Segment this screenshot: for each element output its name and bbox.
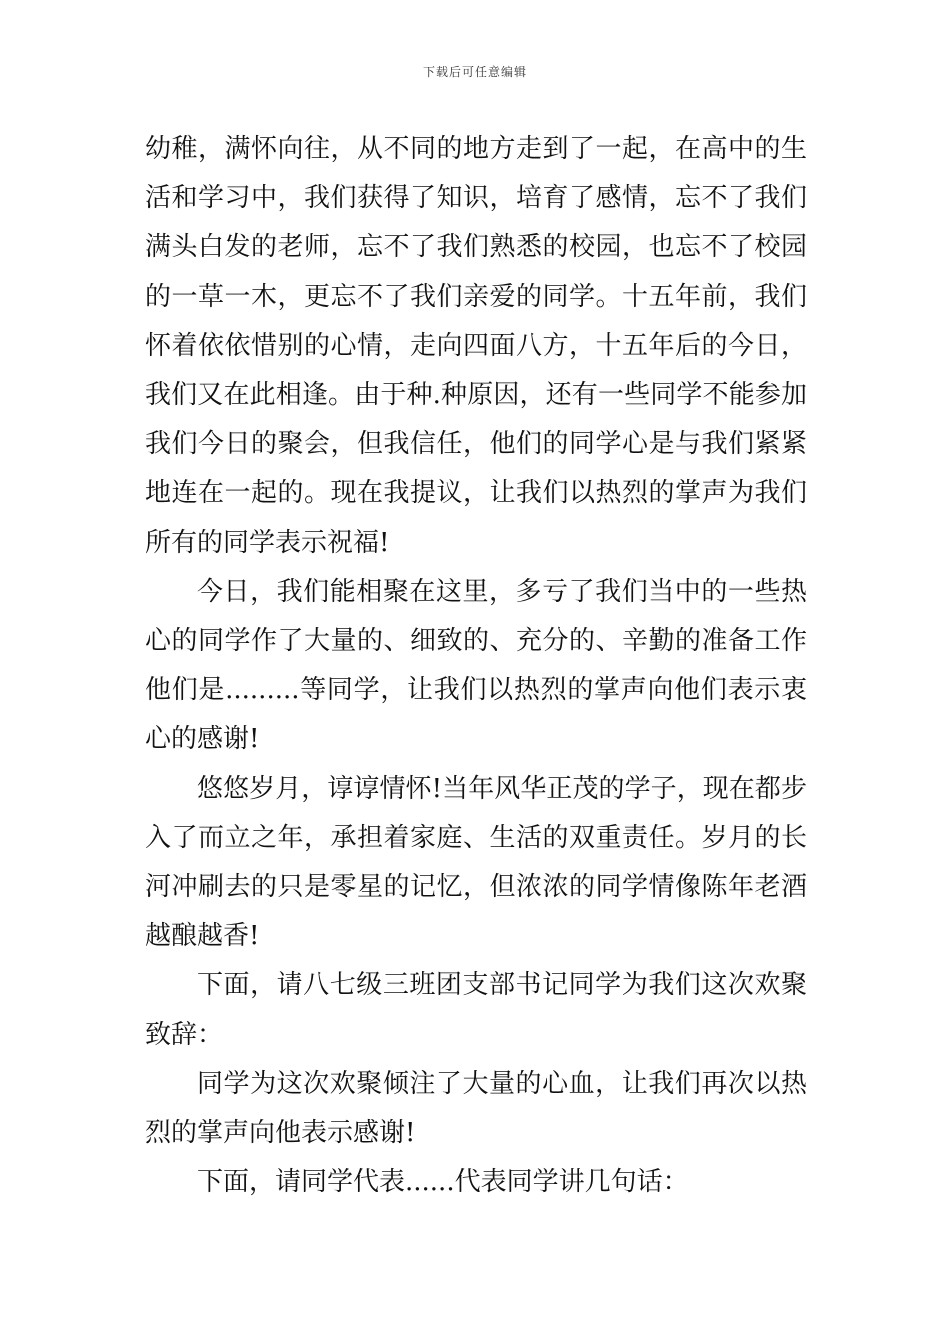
paragraph-6: 下面，请同学代表......代表同学讲几句话： — [197, 1167, 689, 1198]
paragraph-3: 悠悠岁月，谆谆情怀!当年风华正茂的学子，现在都步入了而立之年，承担着家庭、生活的双重责任。岁月的长河冲刷去的只是零星的记忆，但浓浓的同学情像陈年老酒越酿越香! — [145, 773, 807, 952]
page-header: 下载后可任意编辑 — [422, 65, 527, 79]
document-body — [145, 125, 807, 1207]
paragraph-2: 今日，我们能相聚在这里，多亏了我们当中的一些热心的同学作了大量的、细致的、充分的、辛勤的准备工作他们是.........等同学，让我们以热烈的掌声向他们表示衷心的感谢! — [145, 576, 807, 755]
paragraph-1: 幼稚，满怀向往，从不同的地方走到了一起，在高中的生活和学习中，我们获得了知识，培育了感情，忘不了我们满头白发的老师，忘不了我们熟悉的校园，也忘不了校园的一草一木，更忘不了我们亲爱的同学。十五年前，我们怀着依依惜别的心情，走向四面八方，十五年后的今日，我们又在此相逢。由于种.种原因，还有一些同学不能参加我们今日的聚会，但我信任，他们的同学心是与我们紧紧地连在一起的。现在我提议，让我们以热烈的掌声为我们所有的同学表示祝福! — [145, 134, 807, 558]
paragraph-5: 同学为这次欢聚倾注了大量的心血，让我们再次以热烈的掌声向他表示感谢! — [145, 1068, 807, 1149]
paragraph-4: 下面，请八七级三班团支部书记同学为我们这次欢聚致辞： — [145, 970, 807, 1050]
